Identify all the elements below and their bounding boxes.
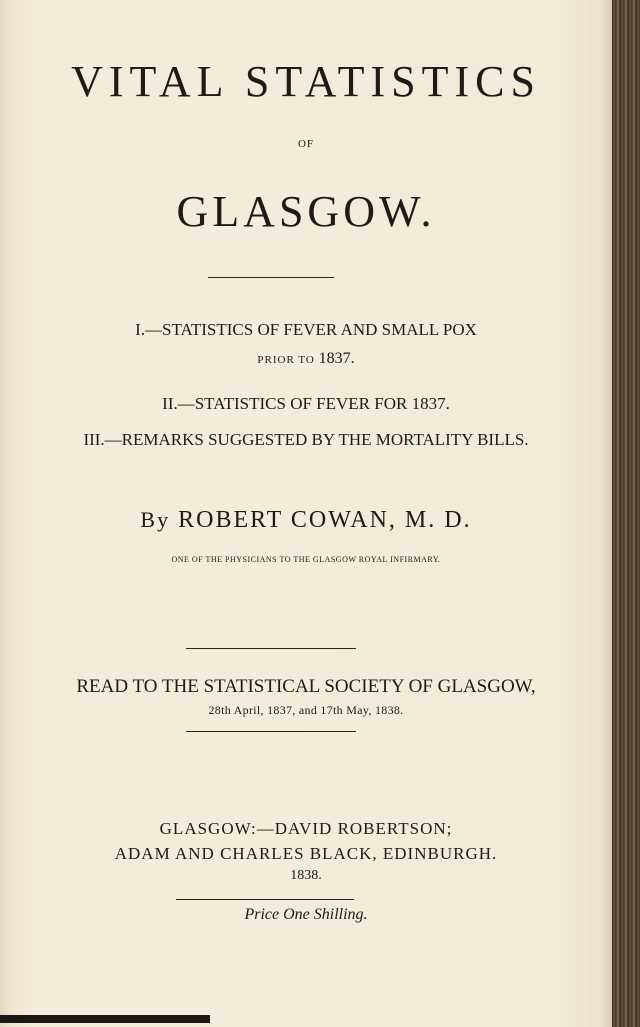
divider-rule: [208, 277, 334, 278]
contents-item-1-continued: [0, 350, 612, 368]
imprint-line-2: ADAM AND CHARLES BLACK, EDINBURGH.: [114, 844, 498, 863]
reading-dates: 28th April, 1837, and 17th May, 1838.: [208, 703, 404, 717]
page-edge-shadow: [0, 1015, 210, 1023]
contents-item-3: III.—REMARKS SUGGESTED BY THE MORTALITY BILLS.: [83, 430, 529, 449]
contents-item-1-prior: PRIOR TO: [257, 354, 315, 366]
imprint-year: 1838.: [290, 868, 322, 883]
price-line: Price One Shilling.: [244, 906, 368, 923]
contents-item-1-year: 1837.: [318, 350, 355, 367]
title-connector: OF: [297, 138, 315, 150]
divider-rule: [186, 731, 356, 732]
author-affiliation: ONE OF THE PHYSICIANS TO THE GLASGOW ROYAL INFIRMARY.: [171, 555, 441, 564]
reading-statement: READ TO THE STATISTICAL SOCIETY OF GLASGOW,: [76, 676, 536, 697]
book-subject-city: GLASGOW.: [176, 187, 436, 236]
contents-item-1: I.—STATISTICS OF FEVER AND SMALL POX: [135, 320, 477, 339]
author-line: [0, 507, 612, 534]
contents-item-2: II.—STATISTICS OF FEVER FOR 1837.: [162, 394, 450, 413]
author-by: By: [140, 507, 171, 532]
book-title: VITAL STATISTICS: [71, 57, 541, 106]
divider-rule: [176, 899, 354, 900]
imprint-line-1: GLASGOW:—DAVID ROBERTSON;: [159, 819, 453, 838]
author-name: ROBERT COWAN, M. D.: [178, 507, 472, 533]
book-spine: [612, 0, 640, 1027]
divider-rule: [186, 648, 356, 649]
